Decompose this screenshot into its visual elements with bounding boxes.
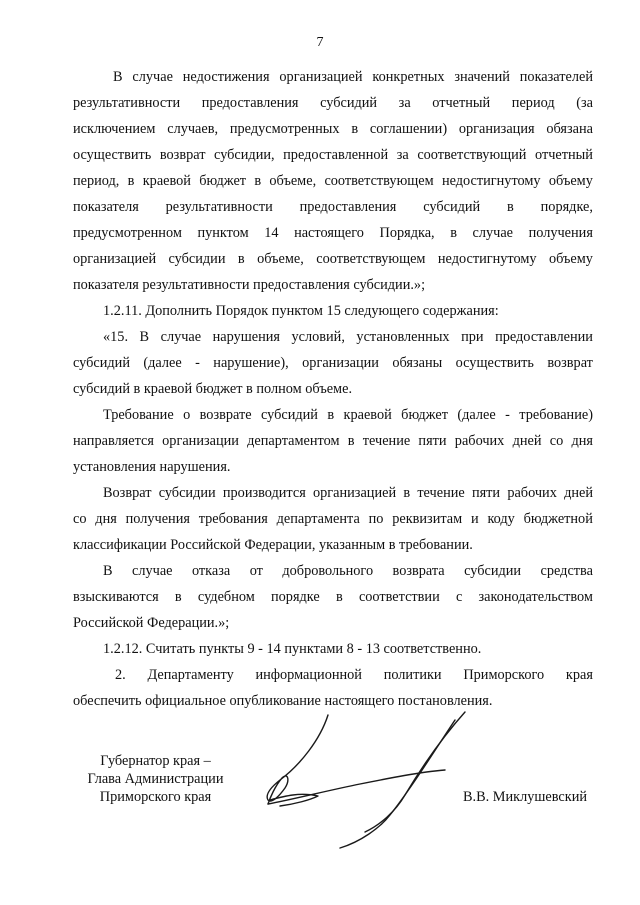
- text-line: направляется организации департаментом в течение пяти рабочих дней со дня: [73, 433, 593, 449]
- text-line: предусмотренном пунктом 14 настоящего Порядка, в случае получения: [73, 225, 593, 241]
- text-line: классификации Российской Федерации, указанным в требовании.: [73, 537, 473, 553]
- text-line: Российской Федерации.»;: [73, 615, 230, 631]
- text-line: 1.2.12. Считать пункты 9 - 14 пунктами 8 - 13 соответственно.: [103, 641, 482, 657]
- text-line: субсидий в краевой бюджет в полном объеме.: [73, 381, 353, 397]
- text-line: организацией субсидии в объеме, соответствующем недостигнутому объему: [73, 251, 593, 267]
- signatory-title-line-3: Приморского края: [99, 789, 212, 805]
- text-line: Требование о возврате субсидий в краевой бюджет (далее - требование): [103, 407, 593, 423]
- text-line: период, в краевой бюджет в объеме, соответствующем недостигнутому объему: [73, 173, 593, 189]
- handwritten-signature: [240, 700, 470, 860]
- text-line: В случае отказа от добровольного возврата субсидии средства: [103, 563, 593, 579]
- text-line: 1.2.11. Дополнить Порядок пунктом 15 следующего содержания:: [103, 303, 499, 319]
- text-line: обеспечить официальное опубликование настоящего постановления.: [73, 693, 493, 709]
- text-line: установления нарушения.: [73, 459, 231, 475]
- text-line: показателя результативности предоставления субсидий в порядке,: [73, 199, 593, 215]
- signer-name: В.В. Миклушевский: [463, 789, 588, 805]
- text-line: 2. Департаменту информационной политики Приморского края: [115, 667, 593, 683]
- signatory-title: [78, 752, 233, 806]
- page-number: 7: [316, 35, 324, 50]
- text-line: субсидий (далее - нарушение), организации обязаны осуществить возврат: [73, 355, 593, 371]
- text-line: со дня получения требования департамента по реквизитам и коду бюджетной: [73, 511, 593, 527]
- text-line: показателя результативности предоставления субсидии.»;: [73, 277, 426, 293]
- signatory-title-line-2: Глава Администрации: [87, 771, 224, 787]
- signatory-title-line-1: Губернатор края –: [100, 753, 211, 769]
- text-line: Возврат субсидии производится организацией в течение пяти рабочих дней: [103, 485, 593, 501]
- text-line: «15. В случае нарушения условий, установленных при предоставлении: [103, 329, 593, 345]
- text-line: осуществить возврат субсидии, предоставленной за соответствующий отчетный: [73, 147, 593, 163]
- text-line: В случае недостижения организацией конкретных значений показателей: [113, 69, 593, 85]
- text-line: исключением случаев, предусмотренных в соглашении) организация обязана: [73, 121, 593, 137]
- text-line: результативности предоставления субсидий за отчетный период (за: [73, 95, 593, 111]
- text-line: взыскиваются в судебном порядке в соответствии с законодательством: [73, 589, 593, 605]
